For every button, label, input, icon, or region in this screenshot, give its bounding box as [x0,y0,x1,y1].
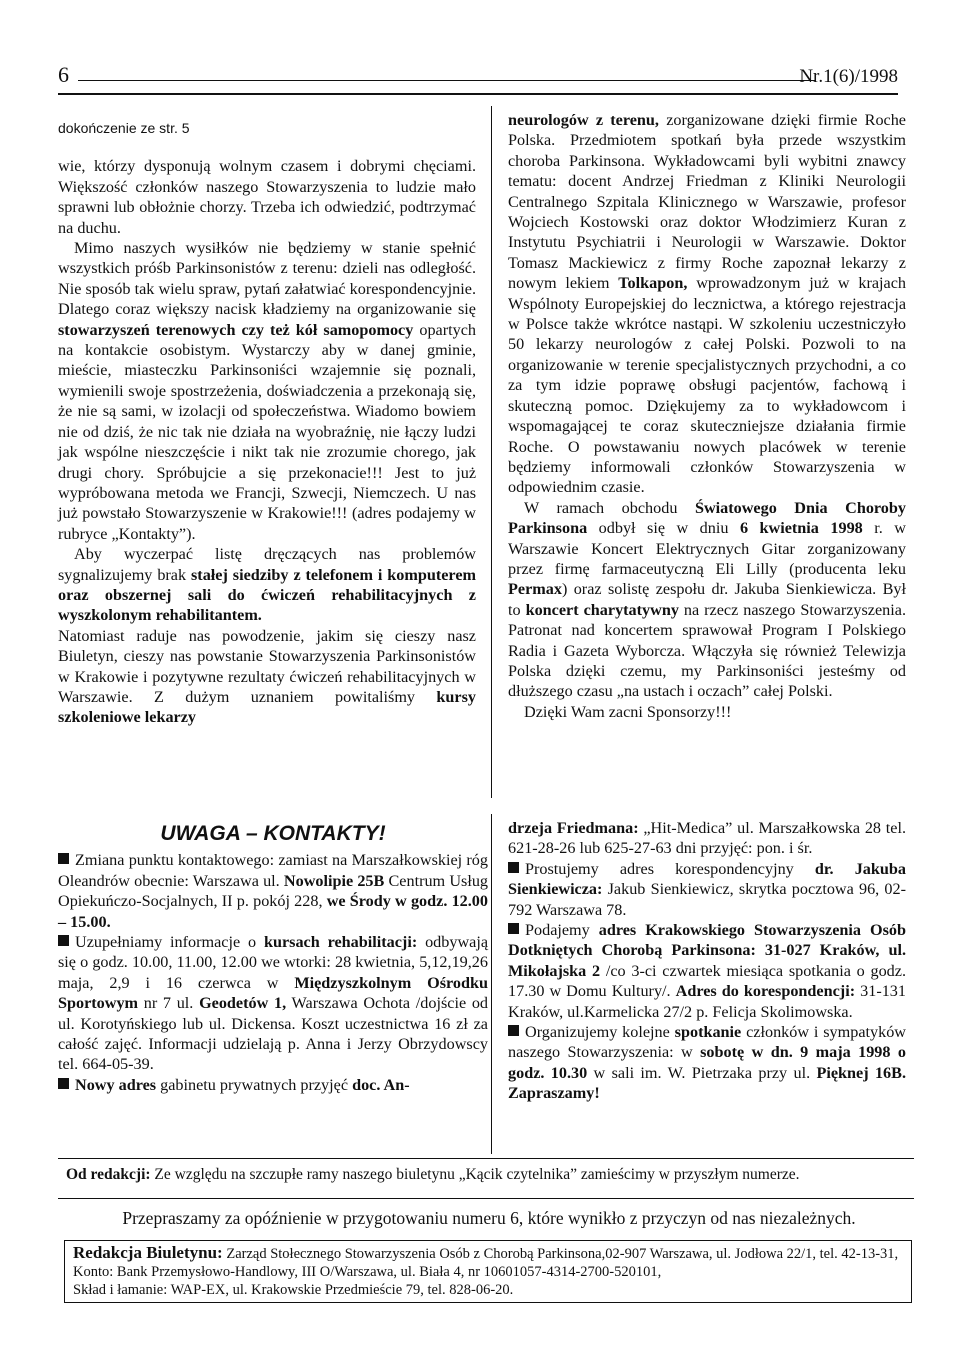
bullet-square-icon [58,935,69,946]
bullet-square-icon [508,862,519,873]
paragraph: wie, którzy dysponują wolnym czasem i dobrymi chęciami. Większość członków naszego Stowarzyszenia to ludzie mało sprawni lub obłożnie chorzy. Trzeba ich odwiedzić, podtrzymać na duchu. [58,157,476,237]
section-rule [58,1198,914,1199]
masthead-line: Redakcja Biuletynu: Zarząd Stołecznego Stowarzyszenia Osób z Chorobą Parkinsona,02-907 Warszawa, ul. Jodłowa 22/1, tel. 42-13-31, Konto: Bank Przemysłowo-Handlowy, III O/Warszawa, ul. Biała 4, nr 10601057-4314-2700-520101, [73,1243,899,1280]
contacts-right-column [508,818,906,1104]
contact-item: Nowy adres gabinetu prywatnych przyjęć doc. An- [58,1075,488,1095]
contact-item: Uzupełniamy informacje o kursach rehabilitacji: odbywają się o godz. 10.00, 11.00, 12.00 we wtorki: 28 kwietnia, 5,12,19,26 maja, 2,9 i 16 czerwca w Międzyszkolnym Ośrodku Sportowym nr 7 ul. Geodetów 1, Warszawa Ochota /dojście od ul. Korotyńskiego lub ul. Dickensa. Koszt uczestnictwa 16 zł za całość zajęć. Informacji udzielają p. Anna i Jerzy Obrzydowscy tel. 664-05-39. [58,933,489,1074]
paragraph: Aby wyczerpać listę dręczących nas problemów sygnalizujemy brak stałej siedziby z telefonem i komputerem oraz obszernej sali do ćwiczeń rehabilitacyjnych z wyszkolonym rehabilitantem. [58,545,476,625]
contact-item: Zmiana punktu kontaktowego: zamiast na Marszałkowskiej róg Oleandrów obecnie: Warszawa ul. Nowolipie 25B Centrum Usług Opiekuńczo-Socjalnych, II p. pokój 228, we Środy w godz. 12.00 – 15.00. [58,851,489,931]
section-rule [58,1158,914,1159]
contact-item: Podajemy adres Krakowskiego Stowarzyszenia Osób Dotkniętych Chorobą Parkinsona: 31-027 Kraków, ul. Mikołajska 2 /co 3-ci czwartek miesiąca spotkania o godz. 17.30 w Domu Kultury/. Adres do korespondencji: 31-131 Kraków, ul.Karmelicka 27/2 p. Felicja Skolimowska. [508,921,906,1021]
column-divider [491,106,492,798]
bullet-square-icon [58,853,69,864]
issue-number: Nr.1(6)/1998 [799,66,898,87]
masthead-box [64,1240,912,1303]
contact-item: Organizujemy kolejne spotkanie członków i sympatyków naszego Stowarzyszenia: w sobotę w dn. 9 maja 1998 o godz. 10.30 w sali im. W. Pietrzaka przy ul. Pięknej 16B. Zapraszamy! [508,1023,906,1103]
paragraph: W ramach obchodu Światowego Dnia Choroby Parkinsona odbył się w dniu 6 kwietnia 1998 r. w Warszawie Koncert Elektrycznych Gitar zorganizowany przez firmę farmaceutyczną Eli Lilly (producenta leku Permax) oraz solistę zespołu dr. Jakuba Sienkiewicza. Był to koncert charytatywny na rzecz naszego Stowarzyszenia. Patronat nad koncertem sprawował Program I Polskiego Radia i Gazeta Wyborcza. Włączyła się również Telewizja Polska dzięki czemu, my Parkinsoniści jesteśmy od dłuższego czasu „na ustach i oczach” całej Polski. [508,498,907,701]
page-number: 6 [58,62,69,87]
masthead-line: Skład i łamanie: WAP-EX, ul. Krakowskie Przedmieście 79, tel. 828-06-20. [73,1282,514,1298]
paragraph: Mimo naszych wysiłków nie będziemy w stanie spełnić wszystkich próśb Parkinsonistów z terenu: dzieli nas odległość. Nie sposób tak wielu spraw, pytań załatwiać korespondencyjnie. Dlatego coraz większy nacisk kładziemy na organizowanie się stowarzyszeń terenowych czy też kół samopomocy opartych na kontakcie osobistym. Wystarczy aby w danej gminie, mieście, miasteczku Parkinsoniści wzajemnie się poznali, wymienili swoje spostrzeżenia, doświadczenia a przekonają się, że nie są sami, w izolacji od społeczeństwa. Wiadomo bowiem nie od dziś, że nic tak nie działa na wyobraźnię, nie łączy ludzi jak wspólne nieszczęście i nikt tak nie zrozumie chorego, jak drugi chory. Spróbujcie a się przekonacie!!! Jest to już wypróbowana metoda we Francji, Szwecji, Niemczech. U nas już powstało Stowarzyszenie w Krakowie!!! (adres podajemy w rubryce „Kontakty”). [58,239,476,543]
paragraph: Dzięki Wam zacni Sponsorzy!!! [524,702,732,721]
apology-note: Przepraszamy za opóźnienie w przygotowaniu numeru 6, które wynikło z przyczyn od nas niezależnych. [122,1208,856,1228]
header-thick-rule [58,93,898,95]
right-column [508,110,906,722]
contacts-title: UWAGA – KONTAKTY! [160,822,386,845]
left-column [58,118,476,728]
editor-note: Od redakcji: Ze względu na szczupłe ramy naszego biuletynu „Kącik czytelnika” zamieścimy w przyszłym numerze. [66,1166,800,1183]
column-divider [491,814,492,1154]
bullet-square-icon [58,1078,69,1089]
contacts-section [58,814,488,1095]
continued-note: dokończenie ze str. 5 [58,120,190,136]
header-rule [78,80,816,81]
bullet-square-icon [508,1025,519,1036]
paragraph: neurologów z terenu, zorganizowane dzięki firmie Roche Polska. Przedmiotem spotkań była przede wszystkim choroba Parkinsona. Wykładowcami byli wybitni znawcy tematu: docent Andrzej Friedman z Kliniki Neurologii Centralnego Szpitala Klinicznego w Warszawie, profesor Wojciech Kostowski oraz doktor Włodzimierz Kuran z Instytutu Psychiatrii i Neurologii w Warszawie. Doktor Tomasz Mackiewicz z firmy Roche zapoznał lekarzy z nowym lekiem Tolkapon, wprowadzonym już w krajach Wspólnoty Europejskiej do lecznictwa, a którego rejestracja w Polsce także wkrótce nastąpi. W szkoleniu uczestniczyło 50 lekarzy neurologów z całej Polski. Pozwoli to na organizowanie w terenie specjalistycznych przychodni, a co za tym idzie poprawę obsługi pacjentów, fachową i skuteczną pomoc. Dziękujemy za to wykładowcom i wspomagającej te coraz skuteczniejsze działania firmie Roche. O powstawaniu nowych placówek w terenie będziemy informowali członków Stowarzyszenia w odpowiednim czasie. [508,111,906,497]
paragraph: Natomiast raduje nas powodzenie, jakim się cieszy nasz Biuletyn, cieszy nas powstanie Stowarzyszenia Parkinsonistów w Krakowie i pozytywne rezultaty ćwiczeń rehabilitacyjnych w Warszawie. Z dużym uznaniem powitaliśmy kursy szkoleniowe lekarzy [58,626,476,727]
contact-item: Prostujemy adres korespondencyjny dr. Jakuba Sienkiewicza: Jakub Sienkiewicz, skrytka pocztowa 96, 02-792 Warszawa 78. [508,859,906,919]
bullet-square-icon [508,923,519,934]
contact-item: drzeja Friedmana: „Hit-Medica” ul. Marszałkowska 28 tel. 621-28-26 lub 625-27-63 dni przyjęć: pon. i śr. [508,819,906,858]
